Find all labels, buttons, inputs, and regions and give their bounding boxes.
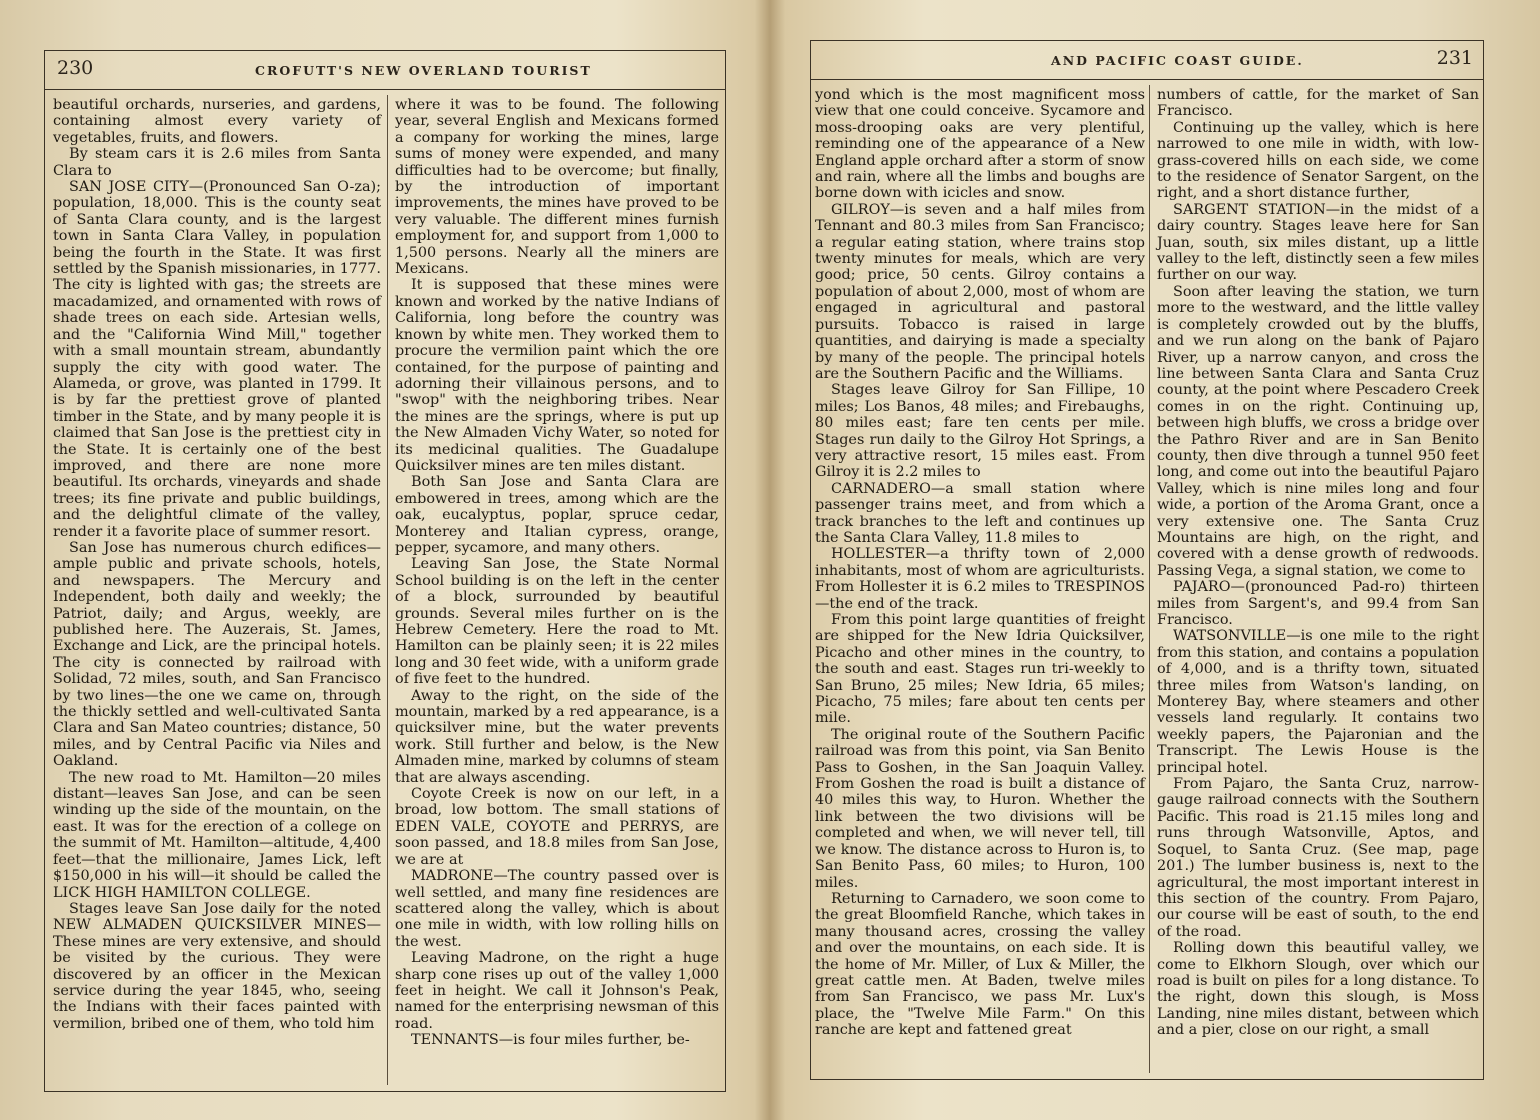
paragraph: Continuing up the valley, which is here narrowed to one mile in width, with low-grass-covered hills on each side, we come to the residence of Senator Sargent, on the right, and a short distance further, xyxy=(1157,119,1479,202)
paragraph: SARGENT STATION—in the midst of a dairy country. Stages leave here for San Juan, south, six miles distant, up a little valley to the left, distinctly seen a few miles further on our way. xyxy=(1157,201,1479,284)
right-column-1 xyxy=(815,87,1145,1039)
right-running-head xyxy=(811,41,1483,80)
paragraph: Stages leave Gilroy for San Fillipe, 10 miles; Los Banos, 48 miles; and Firebaughs, 80 miles east; fare ten cents per mile. Stages run daily to the Gilroy Hot Springs, a very attractive resort, 15 miles east. From Gilroy it is 2.2 miles to xyxy=(815,382,1145,481)
paragraph: Both San Jose and Santa Clara are embowered in trees, among which are the oak, eucalyptus, poplar, spruce cedar, Monterey and Italian cypress, orange, pepper, sycamore, and many others. xyxy=(395,474,719,556)
paragraph: By steam cars it is 2.6 miles from Santa Clara to xyxy=(53,146,381,179)
paragraph: Rolling down this beautiful valley, we come to Elkhorn Slough, over which our road is built on piles for a long distance. To the right, down this slough, is Moss Landing, nine miles distant, between which and a pier, close on our right, a small xyxy=(1157,940,1479,1039)
paragraph: numbers of cattle, for the market of San Francisco. xyxy=(1157,87,1479,120)
column-divider xyxy=(1149,85,1150,1073)
left-running-head xyxy=(45,51,725,90)
paragraph: Leaving Madrone, on the right a huge sharp cone rises up out of the valley 1,000 feet in height. We call it Johnson's Peak, named for the enterprising newsman of this road. xyxy=(395,950,719,1032)
left-page-number: 230 xyxy=(57,57,94,79)
paragraph: Stages leave San Jose daily for the noted NEW ALMADEN QUICKSILVER MINES—These mines are very extensive, and should be visited by the curious. They were discovered by an officer in the Mexican service during the year 1845, who, seeing the Indians with their faces painted with vermilion, bribed one of them, who told him xyxy=(53,900,381,1032)
left-column-2 xyxy=(395,97,719,1049)
paragraph: where it was to be found. The following year, several English and Mexicans formed a company for working the mines, large sums of money were expended, and many difficulties had to be overcome; but finally, by the introduction of important improvements, the mines have proved to be very valuable. The different mines furnish employment for, and support from 1,000 to 1,500 persons. Nearly all the miners are Mexicans. xyxy=(395,97,719,278)
paragraph: PAJARO—(pronounced Pad-ro) thirteen miles from Sargent's, and 99.4 from San Francisco. xyxy=(1157,579,1479,628)
paragraph: yond which is the most magnificent moss view that one could conceive. Sycamore and moss-drooping oaks are very plentiful, reminding one of the appearance of a New England apple orchard after a storm of snow and rain, where all the limbs and boughs are borne down with icicles and snow. xyxy=(815,87,1145,202)
paragraph: Coyote Creek is now on our left, in a broad, low bottom. The small stations of EDEN VALE, COYOTE and PERRYS, are soon passed, and 18.8 miles from San Jose, we are at xyxy=(395,786,719,868)
paragraph: The new road to Mt. Hamilton—20 miles distant—leaves San Jose, and can be seen winding up the side of the mountain, on the east. It was for the erection of a college on the summit of Mt. Hamilton—altitude, 4,400 feet—that the millionaire, James Lick, left $150,000 in his will—it should be called the LICK HIGH HAMILTON COLLEGE. xyxy=(53,769,381,901)
left-page-frame xyxy=(44,50,726,1092)
right-page-frame xyxy=(810,40,1484,1080)
right-page-number: 231 xyxy=(1436,47,1473,69)
paragraph: Soon after leaving the station, we turn more to the westward, and the little valley is completely crowded out by the bluffs, and we run along on the bank of Pajaro River, up a narrow canyon, and cross the line between Santa Clara and Santa Cruz county, at the point where Pescadero Creek comes in on the right. Continuing up, between high bluffs, we cross a bridge over the Pathro River and are in San Benito county, then dive through a tunnel 950 feet long, and come out into the beautiful Pajaro Valley, which is nine miles long and four wide, a portion of the Aroma Grant, once a very extensive one. The Santa Cruz Mountains are high, on the right, and covered with a dense growth of redwoods. Passing Vega, a signal station, we come to xyxy=(1157,283,1479,579)
paragraph: Returning to Carnadero, we soon come to the great Bloomfield Ranche, which takes in many thousand acres, crossing the valley and over the mountains, on each side. It is the home of Mr. Miller, of Lux & Miller, the great cattle men. At Baden, twelve miles from San Francisco, we pass Mr. Lux's place, the "Twelve Mile Farm." On this ranche are kept and fattened great xyxy=(815,890,1145,1039)
left-running-title: CROFUTT'S NEW OVERLAND TOURIST xyxy=(255,63,592,78)
paragraph: CARNADERO—a small station where passenger trains meet, and from which a track branches to the left and continues up the Santa Clara Valley, 11.8 miles to xyxy=(815,480,1145,546)
paragraph: The original route of the Southern Pacific railroad was from this point, via San Benito Pass to Goshen, in the San Joaquin Valley. From Goshen the road is built a distance of 40 miles this way, to Huron. Whether the link between the two divisions will be completed and when, we will never tell, till we know. The distance across to Huron is, to San Benito Pass, 60 miles; to Huron, 100 miles. xyxy=(815,726,1145,891)
paragraph: From this point large quantities of freight are shipped for the New Idria Quicksilver, Picacho and other mines in the country, to the south and east. Stages run tri-weekly to San Bruno, 25 miles; New Idria, 65 miles; Picacho, 75 miles; fare about ten cents per mile. xyxy=(815,612,1145,727)
right-page xyxy=(770,0,1540,1120)
left-column-1 xyxy=(53,97,381,1032)
paragraph: SAN JOSE CITY—(Pronounced San O-za); population, 18,000. This is the county seat of Santa Clara county, and is the largest town in Santa Clara Valley, in population being the fourth in the State. It was first settled by the Spanish missionaries, in 1777. The city is lighted with gas; the streets are macadamized, and ornamented with rows of shade trees on each side. Artesian wells, and the "California Wind Mill," together with a small mountain stream, abundantly supply the city with good water. The Alameda, or grove, was planted in 1799. It is by far the prettiest grove of planted timber in the State, and by many people it is claimed that San Jose is the prettiest city in the State. It is certainly one of the best improved, and there are none more beautiful. Its orchards, vineyards and shade trees; its fine private and public buildings, and the delightful climate of the valley, render it a favorite place of summer resort. xyxy=(53,179,381,540)
paragraph: beautiful orchards, nurseries, and gardens, containing almost every variety of vegetables, fruits, and flowers. xyxy=(53,97,381,146)
paragraph: TENNANTS—is four miles further, be- xyxy=(411,1032,690,1049)
paragraph: From Pajaro, the Santa Cruz, narrow-gauge railroad connects with the Southern Pacific. This road is 21.15 miles long and runs through Watsonville, Aptos, and Soquel, to Santa Cruz. (See map, page 201.) The lumber business is, next to the agricultural, the most important interest in this section of the country. From Pajaro, our course will be east of south, to the end of the road. xyxy=(1157,776,1479,940)
paragraph: MADRONE—The country passed over is well settled, and many fine residences are scattered along the valley, which is about one mile in width, with low rolling hills on the west. xyxy=(395,868,719,950)
paragraph: WATSONVILLE—is one mile to the right from this station, and contains a population of 4,000, and is a thrifty town, situated three miles from Watson's landing, on Monterey Bay, where steamers and other vessels land regularly. It contains two weekly papers, the Pajaronian and the Transcript. The Lewis House is the principal hotel. xyxy=(1157,628,1479,776)
paragraph: It is supposed that these mines were known and worked by the native Indians of California, long before the country was known by white men. They worked them to procure the vermilion paint which the ore contained, for the purpose of painting and adorning their villainous persons, and to "swop" with the neighboring tribes. Near the mines are the springs, where is put up the New Almaden Vichy Water, so noted for its medicinal qualities. The Guadalupe Quicksilver mines are ten miles distant. xyxy=(395,277,719,474)
paragraph: Leaving San Jose, the State Normal School building is on the left in the center of a block, surrounded by beautiful grounds. Several miles further on is the Hebrew Cemetery. Here the road to Mt. Hamilton can be plainly seen; it is 22 miles long and 30 feet wide, with a uniform grade of five feet to the hundred. xyxy=(395,556,719,688)
paragraph: San Jose has numerous church edifices—ample public and private schools, hotels, and newspapers. The Mercury and Independent, both daily and weekly; the Patriot, daily; and Argus, weekly, are published here. The Auzerais, St. James, Exchange and Lick, are the principal hotels. The city is connected by railroad with Solidad, 72 miles, south, and San Francisco by two lines—the one we came on, through the thickly settled and well-cultivated Santa Clara and San Mateo countries; distance, 50 miles, and by Central Pacific via Niles and Oakland. xyxy=(53,539,381,770)
right-running-title: AND PACIFIC COAST GUIDE. xyxy=(1051,53,1304,68)
right-column-2 xyxy=(1157,87,1479,1039)
paragraph: HOLLESTER—a thrifty town of 2,000 inhabitants, most of whom are agriculturists. From Hollester it is 6.2 miles to TRESPINOS—the end of the track. xyxy=(815,546,1145,612)
paragraph: GILROY—is seven and a half miles from Tennant and 80.3 miles from San Francisco; a regular eating station, where trains stop twenty minutes for meals, which are very good; price, 50 cents. Gilroy contains a population of about 2,000, most of whom are engaged in agricultural and pastoral pursuits. Tobacco is raised in large quantities, and dairying is made a specialty by many of the people. The principal hotels are the Southern Pacific and the Williams. xyxy=(815,201,1145,382)
column-divider xyxy=(387,95,388,1085)
paragraph: Away to the right, on the side of the mountain, marked by a red appearance, is a quicksilver mine, but the water prevents work. Still further and below, is the New Almaden mine, marked by columns of steam that are always ascending. xyxy=(395,687,719,786)
